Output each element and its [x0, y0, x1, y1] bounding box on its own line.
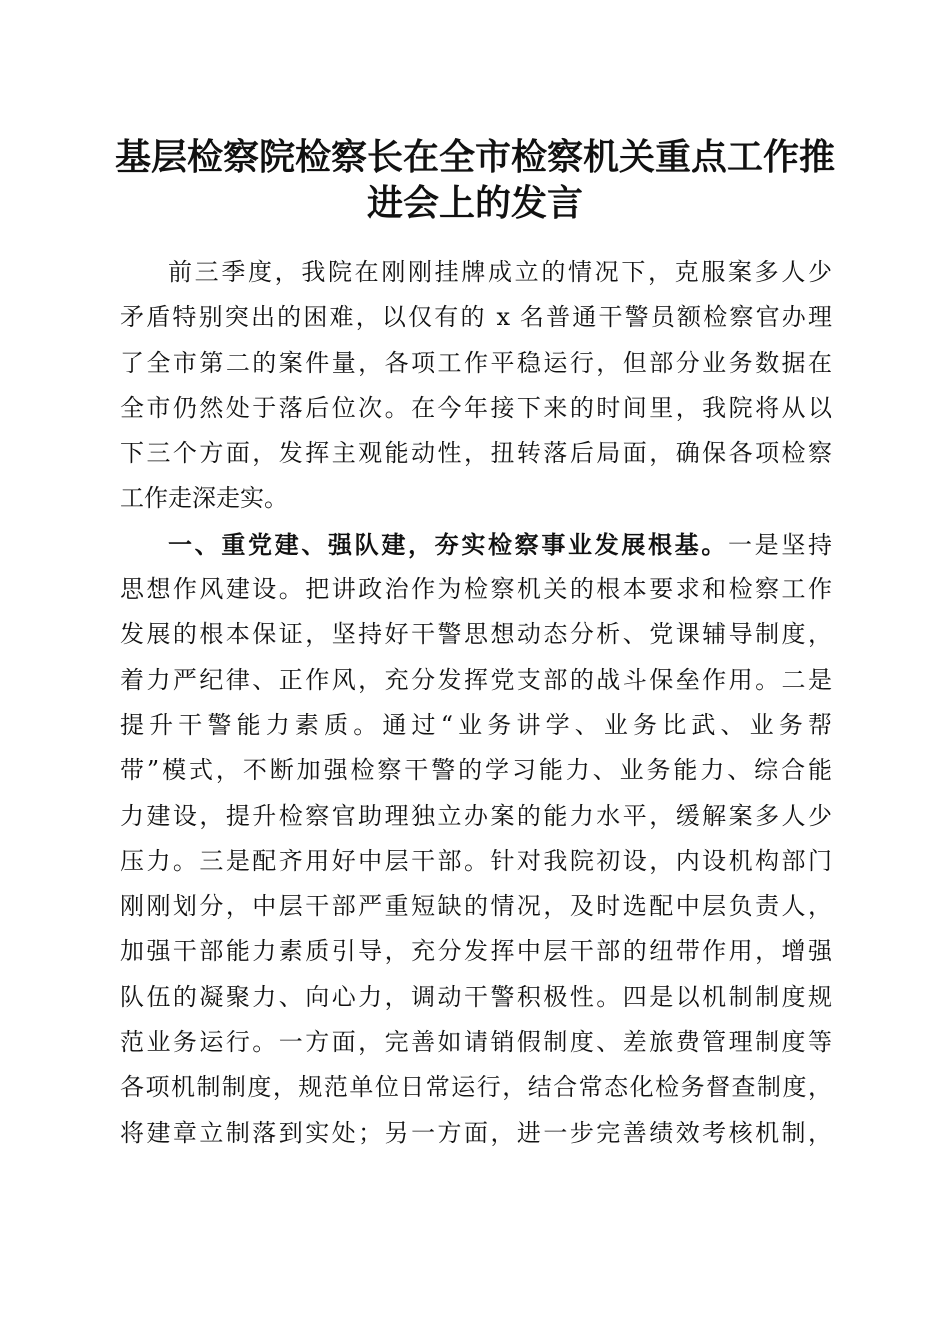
paragraph-2-line: 着力严纪律、正作风，充分发挥党支部的战斗保垒作用。二是 — [120, 665, 832, 694]
paragraph-2-line: 队伍的凝聚力、向心力，调动干警积极性。四是以机制制度规 — [120, 982, 832, 1011]
paragraph-1-line: 矛盾特别突出的困难，以仅有的 x 名普通干警员额检察官办理 — [120, 303, 832, 332]
paragraph-2-line: 加强干部能力素质引导，充分发挥中层干部的纽带作用，增强 — [120, 937, 832, 966]
paragraph-2-line: 提升干警能力素质。通过“业务讲学、业务比武、业务帮 — [120, 710, 832, 739]
paragraph-1-line: 全市仍然处于落后位次。在今年接下来的时间里，我院将从以 — [120, 393, 832, 422]
paragraph-2-line: 带”模式，不断加强检察干警的学习能力、业务能力、综合能 — [120, 756, 832, 785]
paragraph-2-first-line — [120, 522, 832, 567]
paragraph-2-line: 力建设，提升检察官助理独立办案的能力水平，缓解案多人少 — [120, 801, 832, 830]
paragraph-1-line: 下三个方面，发挥主观能动性，扭转落后局面，确保各项检察 — [120, 439, 832, 468]
section-heading: 一、重党建、强队建，夯实检察事业发展根基。 — [168, 529, 728, 559]
paragraph-2-first-rest: 一是坚持 — [728, 530, 832, 559]
title-line-2: 进会上的发言 — [366, 182, 583, 224]
paragraph-2-line: 发展的根本保证，坚持好干警思想动态分析、党课辅导制度， — [120, 620, 832, 649]
paragraph-2-line: 范业务运行。一方面，完善如请销假制度、差旅费管理制度等 — [120, 1028, 832, 1057]
paragraph-2-line: 刚刚划分，中层干部严重短缺的情况，及时选配中层负责人， — [120, 892, 832, 921]
paragraph-2-line: 将建章立制落到实处；另一方面，进一步完善绩效考核机制， — [120, 1118, 832, 1147]
paragraph-2-line: 各项机制制度，规范单位日常运行，结合常态化检务督查制度， — [120, 1073, 832, 1102]
paragraph-1-line: 工作走深走实。 — [120, 484, 288, 513]
title-line-1: 基层检察院检察长在全市检察机关重点工作推 — [114, 136, 835, 178]
paragraph-1-line: 前三季度，我院在刚刚挂牌成立的情况下，克服案多人少 — [168, 258, 832, 286]
document-title — [100, 134, 850, 226]
paragraph-2-line: 思想作风建设。把讲政治作为检察机关的根本要求和检察工作 — [120, 575, 832, 604]
paragraph-1-line: 了全市第二的案件量，各项工作平稳运行，但部分业务数据在 — [120, 348, 832, 377]
paragraph-2-line: 压力。三是配齐用好中层干部。针对我院初设，内设机构部门 — [120, 846, 832, 875]
document-body — [120, 250, 832, 1156]
